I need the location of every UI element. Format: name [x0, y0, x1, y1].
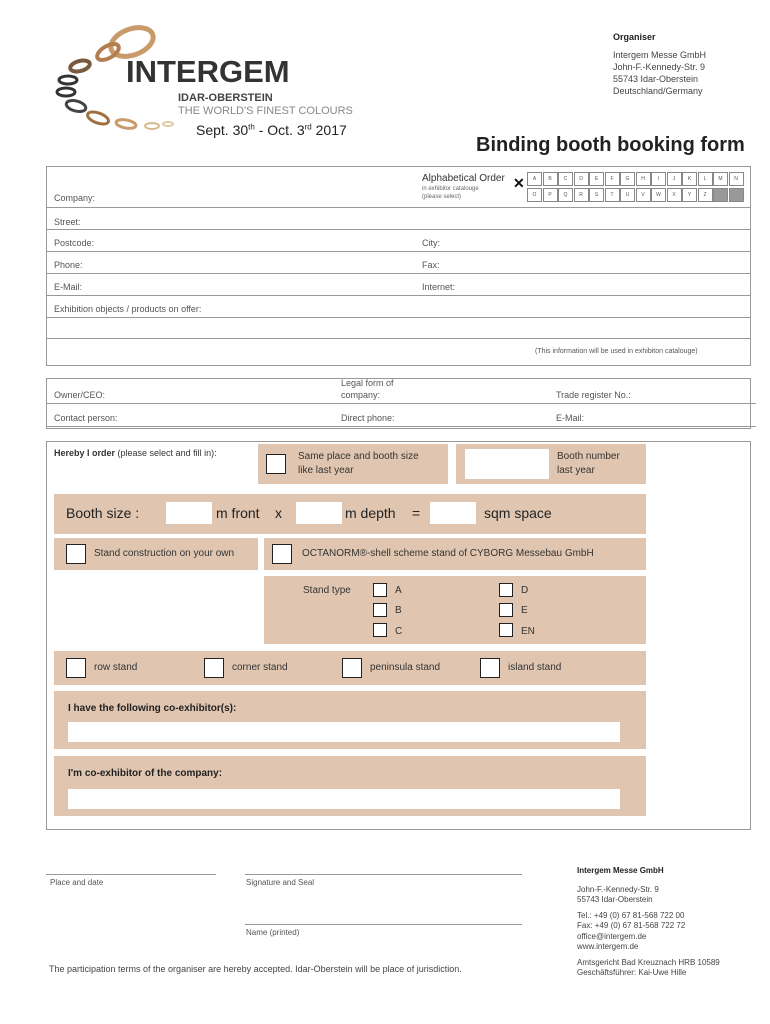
- letter-o-cell[interactable]: O: [527, 188, 542, 202]
- alpha-mark-icon: ✕: [513, 175, 525, 191]
- depth-input[interactable]: [296, 502, 342, 524]
- signature-label: Signature and Seal: [246, 878, 315, 887]
- form-title: Binding booth booking form: [476, 134, 745, 156]
- name-printed-label: Name (printed): [246, 928, 300, 937]
- footer-court: Amtsgericht Bad Kreuznach HRB 10589: [577, 957, 720, 967]
- footer-fax: Fax: +49 (0) 67 81-568 722 72: [577, 921, 686, 930]
- stand-type-d-checkbox[interactable]: [499, 583, 513, 597]
- organiser-line2: John-F.-Kennedy-Str. 9: [613, 62, 706, 72]
- letter-t-cell[interactable]: T: [605, 188, 620, 202]
- booth-number-label-1: Booth number: [557, 451, 620, 462]
- company-field[interactable]: [46, 207, 751, 208]
- letter-j-cell[interactable]: J: [667, 172, 682, 186]
- same-place-label-2: like last year: [298, 465, 354, 476]
- letter-q-cell[interactable]: Q: [558, 188, 573, 202]
- footer-company: Intergem Messe GmbH: [577, 866, 664, 875]
- alpha-sub2: (please select): [422, 194, 462, 200]
- logo-sub1: IDAR-OBERSTEIN: [178, 92, 273, 104]
- objects-label: Exhibition objects / products on offer:: [54, 304, 202, 314]
- legal-form-label-1: Legal form of: [341, 378, 394, 388]
- co-exhibitors-label: I have the following co-exhibitor(s):: [68, 703, 237, 714]
- letter-y-cell[interactable]: Y: [682, 188, 697, 202]
- letter-c-cell[interactable]: C: [558, 172, 573, 186]
- octanorm-label: OCTANORM®-shell scheme stand of CYBORG Messebau GmbH: [302, 548, 594, 559]
- stand-type-en-label: EN: [521, 626, 535, 637]
- company-label: Company:: [54, 193, 96, 203]
- organiser-block: [613, 31, 706, 97]
- co-exhibitor-of-input[interactable]: [68, 789, 620, 809]
- stand-type-d-label: D: [521, 585, 529, 596]
- stand-type-c-checkbox[interactable]: [373, 623, 387, 637]
- equals-label: =: [412, 505, 421, 521]
- letter-n-cell[interactable]: N: [729, 172, 744, 186]
- stand-type-e-label: E: [521, 605, 528, 616]
- letter-g-cell[interactable]: G: [620, 172, 635, 186]
- stand-type-b-label: B: [395, 605, 402, 616]
- catalog-note: (This information will be used in exhibiton catalouge): [535, 348, 698, 355]
- footer-tel: Tel.: +49 (0) 67 81-568 722 00: [577, 910, 685, 920]
- sqm-input[interactable]: [430, 502, 476, 524]
- trade-register-label: Trade register No.:: [556, 390, 631, 400]
- letter-v-cell[interactable]: V: [636, 188, 651, 202]
- own-construction-label: Stand construction on your own: [94, 548, 235, 559]
- own-construction-checkbox[interactable]: [66, 544, 86, 564]
- same-place-panel: [258, 444, 448, 484]
- name-printed-field[interactable]: [245, 924, 522, 925]
- city-label: City:: [422, 238, 440, 248]
- letter-grid: [527, 172, 747, 206]
- footer-addr2: 55743 Idar-Oberstein: [577, 895, 653, 904]
- footer-web: www.intergem.de: [577, 942, 639, 951]
- street-field[interactable]: [46, 229, 751, 230]
- corner-stand-label: corner stand: [232, 662, 288, 673]
- stand-type-en-checkbox[interactable]: [499, 623, 513, 637]
- island-stand-label: island stand: [508, 662, 562, 673]
- booth-number-label-2: last year: [557, 465, 595, 476]
- letter-u-cell[interactable]: U: [620, 188, 635, 202]
- event-dates: Sept. 30th - Oct. 3rd 2017: [196, 122, 347, 138]
- legal-form-label-2: company:: [341, 390, 381, 400]
- order-heading: Hereby I order (please select and fill in):: [54, 448, 217, 458]
- letter-l-cell[interactable]: L: [698, 172, 713, 186]
- stand-type-c-label: C: [395, 626, 403, 637]
- stand-type-a-checkbox[interactable]: [373, 583, 387, 597]
- letter-r-cell[interactable]: R: [574, 188, 589, 202]
- letter-m-cell[interactable]: M: [713, 172, 728, 186]
- letter-z-cell[interactable]: Z: [698, 188, 713, 202]
- organiser-line1: Intergem Messe GmbH: [613, 50, 707, 60]
- letter-h-cell[interactable]: H: [636, 172, 651, 186]
- email-field[interactable]: [46, 295, 751, 296]
- stand-type-e-checkbox[interactable]: [499, 603, 513, 617]
- contact-person-label: Contact person:: [54, 413, 118, 423]
- alpha-sub1: in exhibitor catalouge: [422, 186, 479, 192]
- owner-field[interactable]: [46, 403, 756, 404]
- letter-x-cell[interactable]: X: [667, 188, 682, 202]
- organiser-line3: 55743 Idar-Oberstein: [613, 74, 699, 84]
- letter-s-cell[interactable]: S: [589, 188, 604, 202]
- peninsula-stand-checkbox[interactable]: [342, 658, 362, 678]
- stand-type-label: Stand type: [303, 585, 351, 596]
- m-front-label: m front: [216, 505, 260, 521]
- letter-e-cell[interactable]: E: [589, 172, 604, 186]
- m-depth-label: m depth: [345, 505, 396, 521]
- owner-label: Owner/CEO:: [54, 390, 106, 400]
- footer-company-block: [577, 866, 720, 979]
- letter-blank-cell[interactable]: [713, 188, 728, 202]
- phone-label: Phone:: [54, 260, 83, 270]
- same-place-label-1: Same place and booth size: [298, 451, 419, 462]
- phone-field[interactable]: [46, 273, 751, 274]
- logo-sub2: THE WORLD'S FINEST COLOURS: [178, 105, 353, 117]
- alpha-title: Alphabetical Order: [422, 173, 505, 184]
- letter-w-cell[interactable]: W: [651, 188, 666, 202]
- co-exhibitors-input[interactable]: [68, 722, 620, 742]
- stand-type-a-label: A: [395, 585, 402, 596]
- objects-field-2[interactable]: [46, 338, 751, 339]
- booth-size-label: Booth size :: [66, 505, 140, 521]
- peninsula-stand-label: peninsula stand: [370, 662, 441, 673]
- stand-type-b-checkbox[interactable]: [373, 603, 387, 617]
- footer-mail: office@intergem.de: [577, 931, 647, 941]
- direct-phone-label: Direct phone:: [341, 413, 395, 423]
- place-date-field[interactable]: [46, 874, 216, 875]
- contact-field[interactable]: [46, 426, 756, 427]
- postcode-field[interactable]: [46, 251, 751, 252]
- front-input[interactable]: [166, 502, 212, 524]
- postcode-label: Postcode:: [54, 238, 95, 248]
- terms-text: The participation terms of the organiser are hereby accepted. Idar-Oberstein will be place of jurisdiction.: [49, 964, 462, 974]
- letter-f-cell[interactable]: F: [605, 172, 620, 186]
- organiser-heading: Organiser: [613, 32, 656, 42]
- footer-addr1: John-F.-Kennedy-Str. 9: [577, 884, 659, 894]
- street-label: Street:: [54, 217, 81, 227]
- fax-label: Fax:: [422, 260, 440, 270]
- letter-k-cell[interactable]: K: [682, 172, 697, 186]
- sqm-label: sqm space: [484, 505, 552, 521]
- objects-field-1[interactable]: [46, 317, 751, 318]
- row-stand-checkbox[interactable]: [66, 658, 86, 678]
- booth-number-input[interactable]: [465, 449, 549, 479]
- internet-label: Internet:: [422, 282, 456, 292]
- place-date-label: Place and date: [50, 878, 104, 887]
- footer-ceo: Geschäftsführer: Kai-Uwe Hille: [577, 968, 687, 977]
- email-label: E-Mail:: [54, 282, 83, 292]
- letter-p-cell[interactable]: P: [543, 188, 558, 202]
- logo: [50, 22, 380, 142]
- letter-b-cell[interactable]: B: [543, 172, 558, 186]
- letter-a-cell[interactable]: A: [527, 172, 542, 186]
- contact-email-label: E-Mail:: [556, 413, 585, 423]
- letter-blank-cell[interactable]: [729, 188, 744, 202]
- same-place-checkbox[interactable]: [266, 454, 286, 474]
- row-stand-label: row stand: [94, 662, 138, 673]
- logo-name: INTERGEM: [126, 54, 290, 89]
- times-label: x: [275, 505, 282, 521]
- corner-stand-checkbox[interactable]: [204, 658, 224, 678]
- co-exhibitor-of-label: I'm co-exhibitor of the company:: [68, 768, 223, 779]
- octanorm-checkbox[interactable]: [272, 544, 292, 564]
- signature-field[interactable]: [245, 874, 522, 875]
- organiser-line4: Deutschland/Germany: [613, 86, 703, 96]
- letter-d-cell[interactable]: D: [574, 172, 589, 186]
- letter-i-cell[interactable]: I: [651, 172, 666, 186]
- island-stand-checkbox[interactable]: [480, 658, 500, 678]
